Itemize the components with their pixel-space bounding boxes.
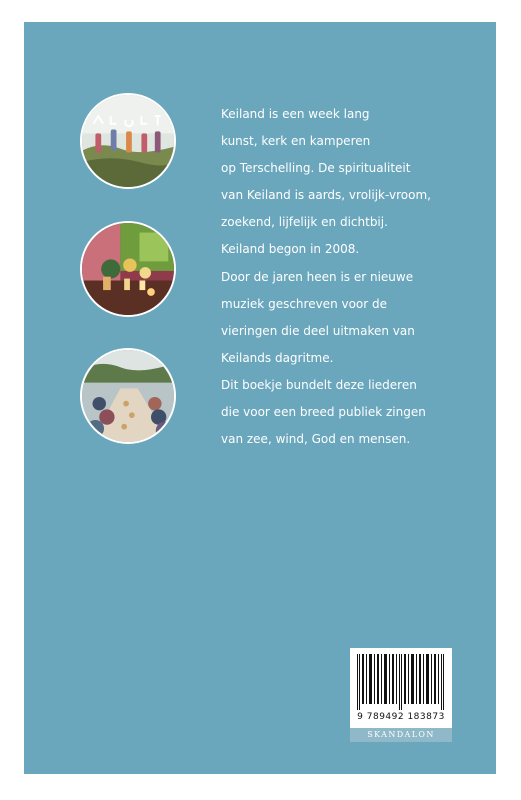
barcode-bars bbox=[356, 654, 446, 710]
blurb bbox=[221, 101, 481, 453]
isbn-number: 9 789492 183873 bbox=[357, 712, 445, 722]
blurb-line: van zee, wind, God en mensen. bbox=[221, 432, 411, 447]
blurb-line: op Terschelling. De spiritualiteit bbox=[221, 161, 411, 176]
blurb-line: muziek geschreven voor de bbox=[221, 296, 388, 311]
dunes-letters-image bbox=[82, 95, 174, 187]
publisher-logo: SKANDALON bbox=[350, 728, 452, 742]
photo-long-table bbox=[80, 348, 176, 444]
blurb-line: Keiland is een week lang bbox=[221, 107, 370, 121]
blurb-line: die voor een breed publiek zingen bbox=[221, 405, 426, 420]
blurb-line: zoekend, lijfelijk en dichtbij. bbox=[221, 215, 388, 230]
blurb-line: vieringen die deel uitmaken van bbox=[221, 323, 415, 338]
back-cover bbox=[24, 22, 496, 774]
blurb-line: kunst, kerk en kamperen bbox=[221, 134, 371, 149]
blurb-line: van Keiland is aards, vrolijk-vroom, bbox=[221, 188, 431, 203]
long-table-image bbox=[82, 350, 174, 442]
candle-altar-image bbox=[82, 223, 174, 315]
blurb-line: Keiland begon in 2008. bbox=[221, 242, 360, 257]
blurb-line: Dit boekje bundelt deze liederen bbox=[221, 377, 417, 392]
photo-candle-altar bbox=[80, 221, 176, 317]
blurb-line: Keilands dagritme. bbox=[221, 350, 334, 365]
blurb-line: Door de jaren heen is er nieuwe bbox=[221, 269, 414, 284]
photo-dunes-letters bbox=[80, 93, 176, 189]
